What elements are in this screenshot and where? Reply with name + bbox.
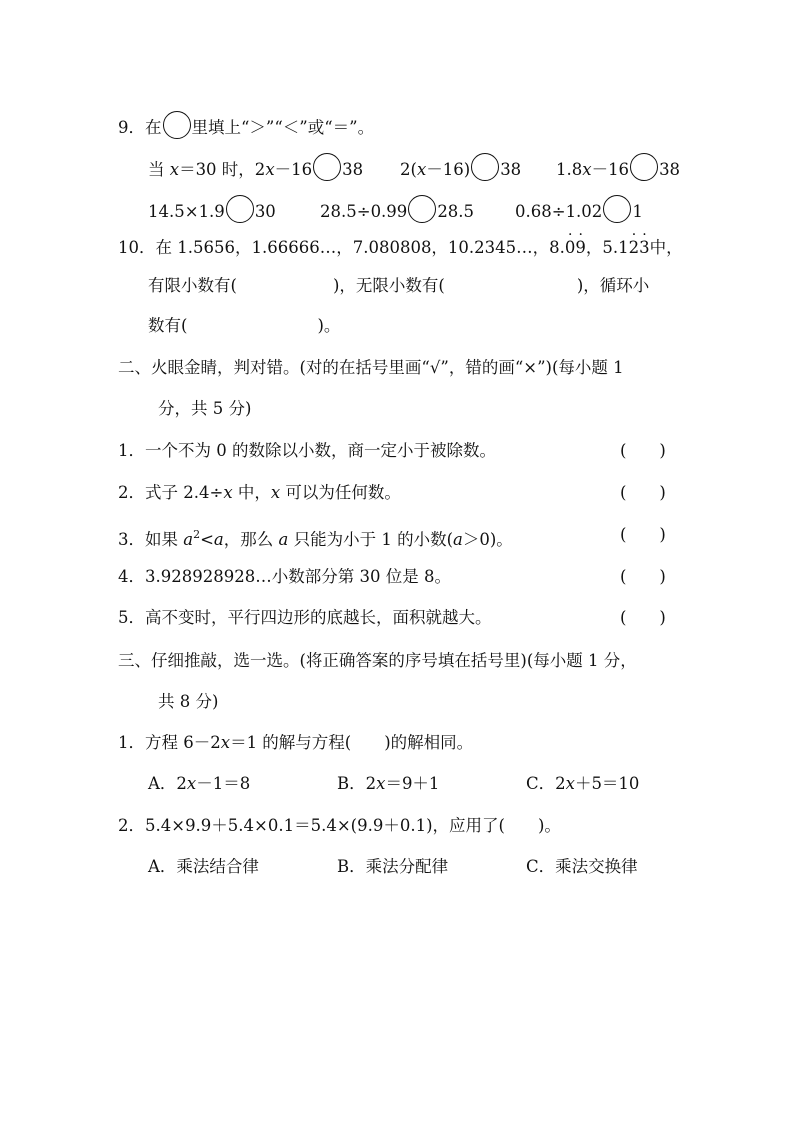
repeating-digit: · 2 — [629, 236, 640, 260]
item-number: 4． — [118, 567, 145, 586]
compare-circle[interactable] — [313, 153, 341, 181]
text: 1.8 — [556, 160, 583, 179]
choice-q2-option-c[interactable]: C．乘法交换律 — [526, 857, 638, 876]
text: 10．在 1.5656，1.66666…，7.080808，10.2345…，8. — [118, 238, 565, 257]
choice-q2-option-a[interactable]: A．乘法结合律 — [148, 857, 259, 876]
item-text: 3.928928928…小数部分第 30 位是 8。 — [145, 567, 451, 586]
text: ＝30 时，2 — [179, 160, 266, 179]
item-text: ＞0)。 — [462, 530, 513, 549]
item-number: 3． — [118, 530, 145, 549]
var-a: a — [213, 530, 224, 549]
item-text: 高不变时，平行四边形的底越长，面积就越大。 — [145, 608, 492, 627]
var-a: a — [183, 530, 194, 549]
choice-q1-option-b[interactable] — [337, 772, 439, 796]
choice-q1-option-a[interactable] — [148, 772, 250, 796]
var-x: x — [376, 774, 386, 793]
text: －16) — [426, 160, 471, 179]
text: 有限小数有( — [148, 276, 237, 295]
var-a: a — [278, 530, 289, 549]
text: )，循环小 — [576, 276, 650, 295]
var-x: x — [220, 733, 231, 752]
text: 14.5×1.9 — [148, 202, 225, 221]
answer-bracket[interactable]: ( ) — [620, 525, 666, 544]
text: ＋5＝10 — [574, 774, 640, 793]
text: 中， — [649, 238, 683, 257]
text: ＝1 的解与方程( )的解相同。 — [230, 733, 474, 752]
var-x: x — [265, 160, 275, 179]
text: )。 — [317, 316, 341, 335]
section-2-title: 二、火眼金睛，判对错。(对的在括号里画“√”，错的画“×”)(每小题 1 — [118, 358, 624, 377]
text: －16 — [591, 160, 630, 179]
section-2-title-cont: 分，共 5 分) — [158, 399, 252, 418]
answer-bracket[interactable]: ( ) — [620, 608, 666, 627]
q9-row-2-b — [320, 195, 474, 224]
text: －1＝8 — [196, 774, 251, 793]
compare-circle[interactable] — [408, 195, 436, 223]
text: 数有( — [148, 316, 188, 335]
var-x: x — [582, 160, 592, 179]
q9-row-2-c — [515, 195, 643, 224]
q9-instruction: 里填上“＞”“＜”或“＝”。 — [191, 118, 375, 137]
var-x: x — [186, 774, 197, 793]
judge-item-2 — [118, 481, 401, 505]
var-x: x — [169, 160, 180, 179]
repeating-digit: · 3 — [639, 236, 650, 260]
answer-bracket[interactable]: ( ) — [620, 567, 666, 586]
text: 38 — [659, 160, 681, 179]
section-3-title-cont: 共 8 分) — [158, 692, 219, 711]
compare-circle[interactable] — [603, 195, 631, 223]
item-text: 如果 — [145, 530, 184, 549]
text: 2( — [400, 160, 417, 179]
item-text: 一个不为 0 的数除以小数，商一定小于被除数。 — [145, 441, 496, 460]
q10-line-1 — [118, 236, 683, 260]
item-text: 可以为任何数。 — [280, 483, 401, 502]
choice-q1-option-c[interactable] — [526, 772, 639, 796]
text: A．2 — [148, 774, 187, 793]
q9-row-1 — [148, 153, 363, 182]
item-text: < — [200, 530, 214, 549]
text: 28.5÷0.99 — [320, 202, 408, 221]
var-x: x — [270, 483, 281, 502]
text: 0.68÷1.02 — [515, 202, 603, 221]
var-x: x — [565, 774, 575, 793]
exponent: 2 — [193, 528, 201, 541]
item-text: ，那么 — [223, 530, 279, 549]
var-x: x — [416, 160, 427, 179]
judge-item-5 — [118, 606, 492, 630]
compare-circle[interactable] — [226, 195, 254, 223]
section-3-title: 三、仔细推敲，选一选。(将正确答案的序号填在括号里)(每小题 1 分， — [118, 651, 637, 670]
text: 38 — [500, 160, 522, 179]
answer-bracket[interactable]: ( ) — [620, 441, 666, 460]
q10-line-3 — [148, 314, 340, 338]
choice-q2-stem: 2．5.4×9.9＋5.4×0.1＝5.4×(9.9＋0.1)，应用了( )。 — [118, 816, 561, 835]
choice-q1-stem — [118, 731, 473, 755]
judge-item-3 — [118, 523, 513, 552]
compare-circle[interactable] — [471, 153, 499, 181]
q9-prefix: 9．在 — [118, 118, 162, 137]
var-a: a — [453, 530, 463, 549]
text: C．2 — [526, 774, 566, 793]
text: )，无限小数有( — [332, 276, 445, 295]
text: 当 — [148, 160, 170, 179]
compare-circle[interactable] — [163, 111, 191, 139]
q9-row-1-b — [400, 153, 521, 182]
var-x: x — [223, 483, 233, 502]
repeating-digit: · 9 — [575, 236, 586, 260]
item-text: 只能为小于 1 的小数( — [288, 530, 454, 549]
item-number: 5． — [118, 608, 145, 627]
choice-q2-option-b[interactable]: B．乘法分配律 — [337, 857, 449, 876]
text: －16 — [274, 160, 313, 179]
text: 28.5 — [437, 202, 475, 221]
text: 38 — [342, 160, 364, 179]
text: 1 — [632, 202, 643, 221]
q9-title — [118, 111, 374, 140]
q9-row-2-a — [148, 195, 276, 224]
item-text: 中， — [232, 483, 271, 502]
text: 1．方程 6－2 — [118, 733, 221, 752]
item-number: 2． — [118, 483, 145, 502]
text: B．2 — [337, 774, 377, 793]
text: ＝9＋1 — [385, 774, 440, 793]
judge-item-4 — [118, 565, 451, 589]
item-text: 式子 2.4÷ — [145, 483, 224, 502]
text: ，5.1 — [585, 238, 629, 257]
judge-item-1 — [118, 439, 496, 463]
q9-row-1-c — [556, 153, 680, 182]
q10-line-2 — [148, 274, 649, 298]
compare-circle[interactable] — [630, 153, 658, 181]
repeating-digit: · 0 — [565, 236, 576, 260]
item-number: 1． — [118, 441, 145, 460]
answer-bracket[interactable]: ( ) — [620, 483, 666, 502]
text: 30 — [254, 202, 276, 221]
